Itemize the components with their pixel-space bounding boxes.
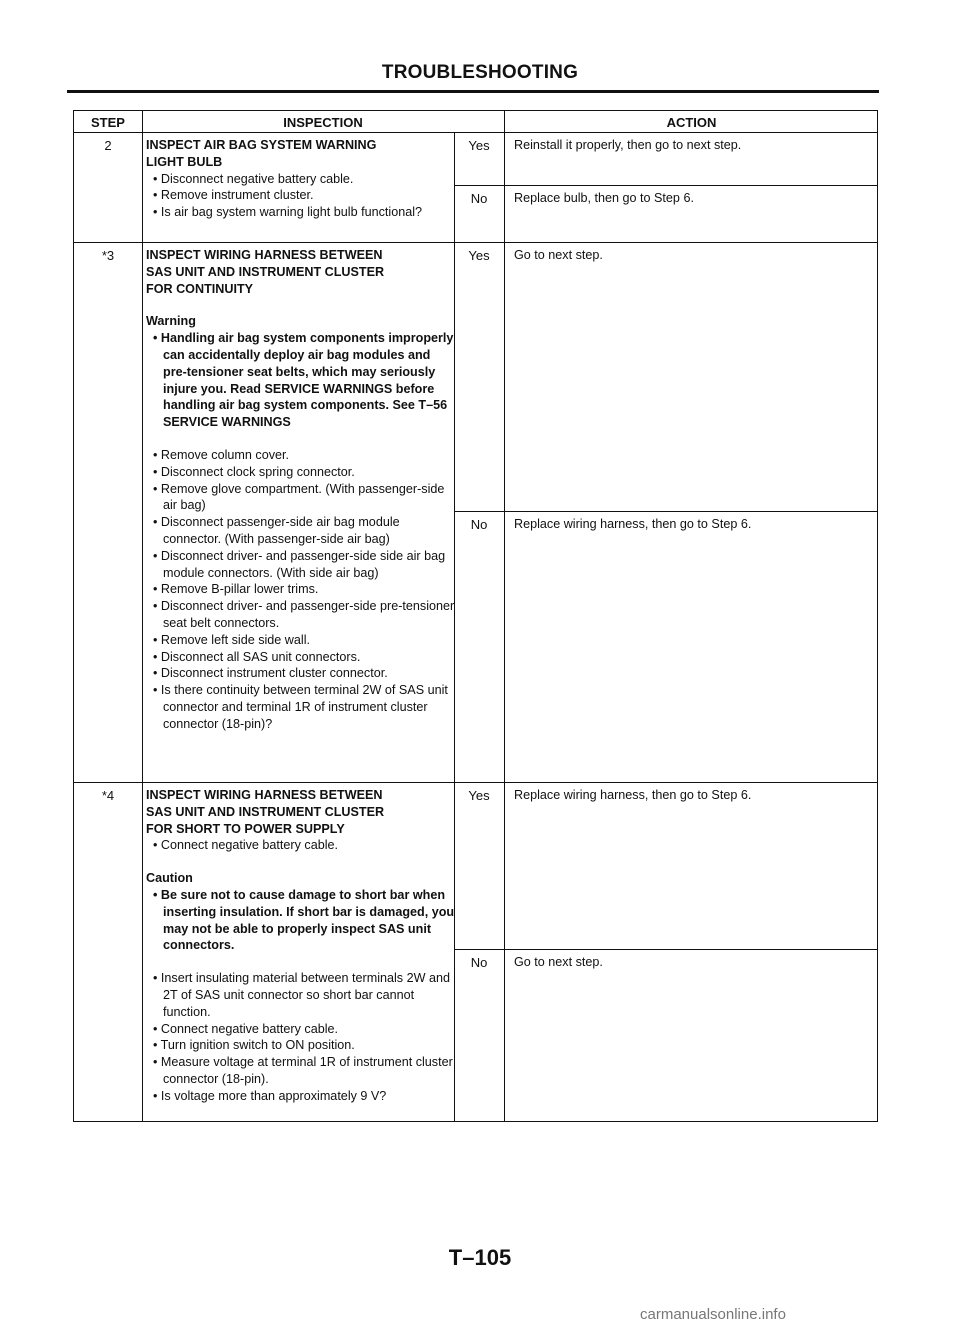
inspection-bullet: • Remove column cover.	[153, 447, 289, 462]
inspection-bullet: • Is voltage more than approximately 9 V?	[153, 1088, 387, 1103]
row3-bottom-rule	[74, 782, 877, 783]
no-action: Go to next step.	[514, 955, 603, 969]
step-column-divider	[142, 111, 143, 1121]
inspection-bullet: • Is there continuity between terminal 2W of SAS unit connector and terminal 1R of instrument cluster connector (18-pin)?	[153, 683, 448, 731]
row2-split-rule	[454, 185, 877, 186]
inspection-bullet: • Connect negative battery cable.	[153, 838, 339, 853]
inspection-cell	[146, 137, 456, 221]
inspection-heading: INSPECT WIRING HARNESS BETWEEN	[146, 788, 383, 802]
inspection-heading: FOR SHORT TO POWER SUPPLY	[146, 821, 345, 836]
inspection-bullet: • Remove glove compartment. (With passenger-side air bag)	[153, 481, 445, 513]
caution-text: • Be sure not to cause damage to short bar when inserting insulation. If short bar is damaged, you may not be able to properly inspect SAS unit connectors.	[153, 887, 455, 953]
yesno-column-divider	[504, 133, 505, 1121]
inspection-cell	[146, 787, 456, 1105]
inspection-bullet: • Disconnect all SAS unit connectors.	[153, 649, 361, 664]
inspection-bullet: • Disconnect passenger-side air bag module connector. (With passenger-side air bag)	[153, 515, 400, 546]
page-number: T–105	[448, 1245, 512, 1270]
yes-label: Yes	[468, 138, 490, 153]
inspection-cell	[146, 247, 456, 733]
yes-action: Reinstall it properly, then go to next step.	[514, 138, 742, 152]
inspection-bullet: • Remove left side side wall.	[153, 632, 310, 647]
no-action: Replace wiring harness, then go to Step 6.	[514, 517, 752, 531]
troubleshooting-table	[73, 110, 878, 1122]
yes-label: Yes	[468, 788, 490, 803]
inspection-bullet: • Measure voltage at terminal 1R of instrument cluster connector (18-pin).	[153, 1055, 453, 1086]
inspection-heading: LIGHT BULB	[146, 154, 223, 169]
inspection-heading: SAS UNIT AND INSTRUMENT CLUSTER	[146, 264, 385, 279]
row4-split-rule	[454, 949, 877, 950]
inspection-bullet: • Insert insulating material between terminals 2W and 2T of SAS unit connector so short bar cannot function.	[153, 971, 451, 1019]
inspection-heading: FOR CONTINUITY	[146, 281, 254, 296]
inspection-heading: INSPECT AIR BAG SYSTEM WARNING	[146, 138, 377, 152]
row3-split-rule	[454, 511, 877, 512]
step-number: *4	[101, 788, 115, 803]
inspection-bullet: • Connect negative battery cable.	[153, 1021, 339, 1036]
inspection-bullet: • Disconnect instrument cluster connector.	[153, 666, 388, 681]
inspection-bullet: • Is air bag system warning light bulb functional?	[153, 205, 423, 220]
yes-action: Replace wiring harness, then go to Step 6.	[514, 788, 752, 802]
inspection-bullet: • Disconnect driver- and passenger-side side air bag module connectors. (With side air bag)	[153, 548, 446, 580]
no-action: Replace bulb, then go to Step 6.	[514, 191, 694, 205]
header-inspection: INSPECTION	[283, 115, 363, 130]
header-step: STEP	[91, 115, 125, 130]
row2-bottom-rule	[74, 242, 877, 243]
warning-text: • Handling air bag system components improperly can accidentally deploy air bag modules and pre-tensioner seat belts, which may seriously injure you. Read SERVICE WARNINGS before handling air bag system components. See T–56 SERVICE WARNINGS	[153, 331, 454, 430]
warning-label: Warning	[146, 314, 196, 329]
caution-label: Caution	[146, 871, 193, 886]
header-rule	[74, 132, 877, 133]
inspection-bullet: • Disconnect clock spring connector.	[153, 464, 355, 479]
step-number: 2	[104, 138, 112, 153]
watermark: carmanualsonline.info	[640, 1306, 786, 1323]
inspection-heading: INSPECT WIRING HARNESS BETWEEN	[146, 248, 383, 262]
page-title: TROUBLESHOOTING	[381, 62, 579, 83]
no-label: No	[470, 955, 488, 970]
inspection-bullet: • Remove B-pillar lower trims.	[153, 582, 319, 597]
no-label: No	[470, 191, 488, 206]
title-rule	[67, 90, 879, 93]
inspection-bullet: • Remove instrument cluster.	[153, 188, 314, 203]
inspection-bullet: • Turn ignition switch to ON position.	[153, 1038, 355, 1053]
yes-action: Go to next step.	[514, 248, 603, 262]
yes-label: Yes	[468, 248, 490, 263]
inspection-bullet: • Disconnect negative battery cable.	[153, 171, 354, 186]
no-label: No	[470, 517, 488, 532]
header-action: ACTION	[666, 115, 717, 130]
step-number: *3	[101, 248, 115, 263]
inspection-heading: SAS UNIT AND INSTRUMENT CLUSTER	[146, 804, 385, 819]
inspection-bullet: • Disconnect driver- and passenger-side pre-tensioner seat belt connectors.	[153, 599, 455, 630]
